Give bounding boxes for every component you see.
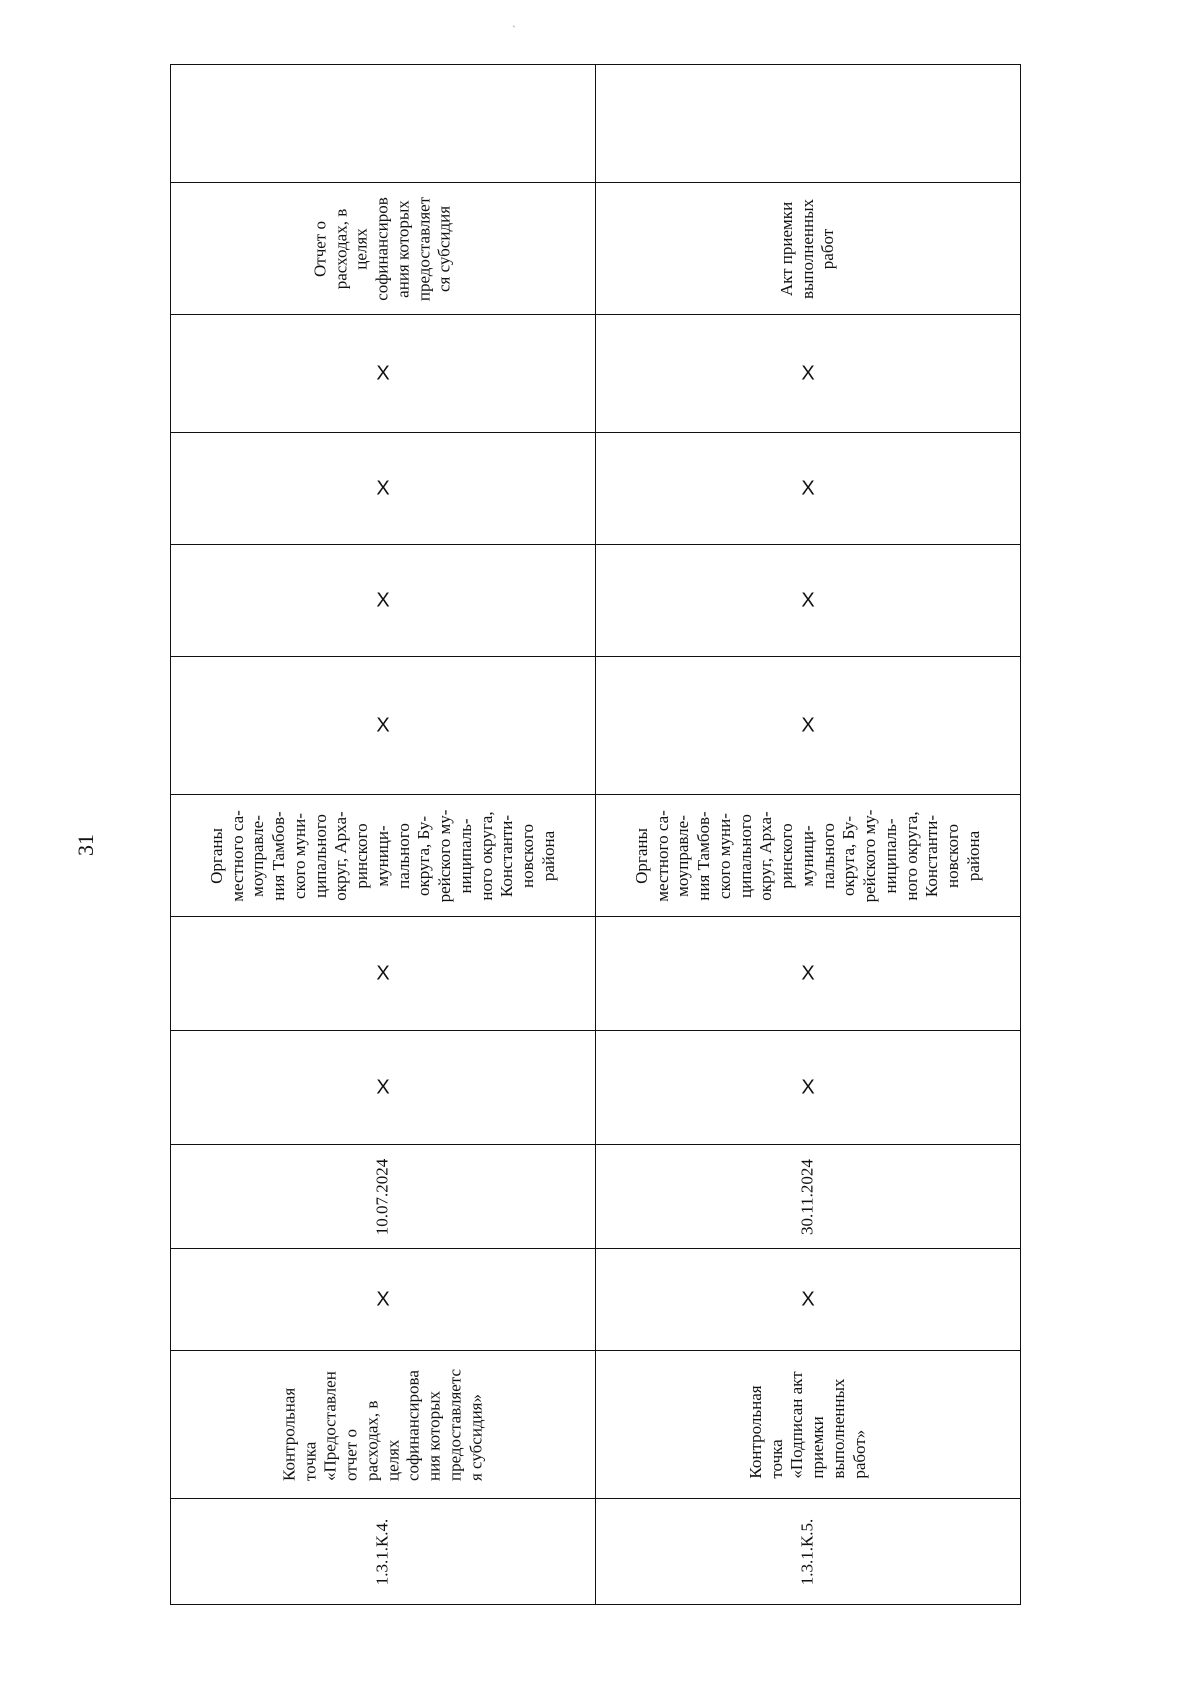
text-line: ния Тамбов- (693, 810, 713, 901)
cell-content (171, 1250, 595, 1350)
col11-cell (171, 315, 596, 433)
text-line: ниципаль- (455, 817, 475, 894)
cell-content (596, 1146, 1020, 1248)
text-line: приемки (808, 1415, 827, 1479)
x-mark: Х (376, 362, 390, 384)
text-line: ного округа, (476, 810, 496, 901)
text-line: выполненных (828, 1378, 848, 1479)
table-row (171, 1351, 1021, 1499)
x-mark: Х (801, 589, 815, 611)
col6-cell (171, 917, 596, 1031)
x-mark: Х (801, 362, 815, 384)
table-row (171, 315, 1021, 433)
cell-content (171, 546, 595, 656)
cell-content (171, 658, 595, 794)
cell-content (596, 546, 1020, 656)
cell-content (171, 316, 595, 432)
col8-cell (171, 657, 596, 795)
text-line: ния которых (424, 1390, 444, 1481)
date-cell (596, 1145, 1021, 1249)
text-line: ниципаль- (880, 817, 900, 894)
table-row (171, 1499, 1021, 1605)
x-mark: Х (376, 1076, 390, 1098)
text-line: Органы (206, 827, 226, 884)
cell-content (171, 796, 595, 916)
text-line: новского (517, 823, 537, 888)
control-points-table (170, 64, 1021, 1605)
name-text (746, 1371, 870, 1478)
text-line: целях (383, 1439, 402, 1481)
col3-cell (171, 1249, 596, 1351)
cell-content (171, 184, 595, 314)
cell-content (596, 316, 1020, 432)
table-row (171, 65, 1021, 183)
text-line: пального (393, 822, 413, 889)
text-line: целях (351, 227, 371, 270)
page-number: 31 (73, 834, 98, 856)
cell-content (171, 918, 595, 1030)
cell-content (596, 796, 1020, 916)
name-cell (171, 1351, 596, 1499)
x-mark: Х (801, 1076, 815, 1098)
responsible-text (632, 809, 984, 902)
col8-cell (596, 657, 1021, 795)
text-line: моуправле- (673, 814, 693, 897)
text-line: новского (942, 823, 962, 888)
text-line: Константи- (922, 814, 942, 897)
col13-cell (171, 65, 596, 183)
text-line: Отчет о (310, 220, 330, 277)
text-line: округа, Бу- (839, 815, 859, 896)
x-mark: Х (376, 589, 390, 611)
table-row (171, 183, 1021, 315)
text-line: Акт приемки (776, 201, 796, 296)
text-line: работ (818, 228, 838, 269)
code-text: 1.3.1.К.4. (372, 1518, 392, 1585)
x-mark: Х (801, 962, 815, 984)
text-line: отчет о (341, 1428, 361, 1481)
cell-content (596, 1032, 1020, 1144)
x-mark: Х (801, 477, 815, 499)
col6-cell (596, 917, 1021, 1031)
text-line: округа, Бу- (414, 815, 434, 896)
cell-content (171, 66, 595, 182)
date-text: 30.11.2024 (797, 1158, 817, 1235)
col10-cell (596, 433, 1021, 545)
x-mark: Х (376, 1288, 390, 1310)
text-line: точка (766, 1438, 786, 1479)
text-line: выполненных (797, 198, 817, 299)
cell-content (171, 1146, 595, 1248)
cell-content (596, 658, 1020, 794)
table-row (171, 1145, 1021, 1249)
text-line: ского муни- (289, 812, 309, 899)
text-line: округ, Арха- (331, 810, 351, 901)
code-cell (596, 1499, 1021, 1605)
col13-cell (596, 65, 1021, 183)
text-line: Контрольная (745, 1384, 765, 1479)
text-line: ринского (776, 822, 796, 889)
table-row (171, 1031, 1021, 1145)
cell-content (596, 184, 1020, 314)
text-line: софинансиров (372, 196, 392, 301)
text-line: Константи- (497, 814, 517, 897)
x-mark: Х (376, 714, 390, 736)
x-mark: Х (801, 714, 815, 736)
col5-cell (171, 1031, 596, 1145)
col9-cell (171, 545, 596, 657)
text-line: точка (300, 1441, 320, 1481)
table-row (171, 1249, 1021, 1351)
document-cell (596, 183, 1021, 315)
text-line: пального (818, 822, 838, 889)
text-line: софинансирова (403, 1369, 423, 1481)
text-line: Контрольная (279, 1387, 299, 1481)
scan-speck: ˎ (512, 14, 516, 28)
text-line: я субсидия» (465, 1393, 485, 1481)
col10-cell (171, 433, 596, 545)
cell-content (171, 1500, 595, 1604)
text-line: ципального (735, 813, 755, 898)
text-line: предоставляетс (445, 1368, 465, 1481)
text-line: Органы (631, 827, 651, 884)
name-cell (596, 1351, 1021, 1499)
text-line: ся субсидия (434, 205, 454, 292)
document-text (310, 196, 455, 300)
date-cell (171, 1145, 596, 1249)
table-row (171, 917, 1021, 1031)
text-line: ринского (351, 822, 371, 889)
name-text (279, 1368, 486, 1480)
table-row (171, 657, 1021, 795)
text-line: ского муни- (714, 812, 734, 899)
text-line: района (538, 830, 558, 881)
text-line: расходах, в (362, 1400, 382, 1481)
text-line: «Подписан акт (787, 1370, 807, 1479)
cell-content (596, 66, 1020, 182)
cell-content (171, 434, 595, 544)
col9-cell (596, 545, 1021, 657)
date-text: 10.07.2024 (372, 1158, 392, 1235)
text-line: расходах, в (331, 208, 351, 289)
text-line: ного округа, (901, 810, 921, 901)
text-line: муници- (372, 824, 392, 887)
cell-content (596, 1352, 1020, 1498)
text-line: района (963, 830, 983, 881)
code-cell (171, 1499, 596, 1605)
table-row (171, 545, 1021, 657)
cell-content (171, 1352, 595, 1498)
responsible-cell (171, 795, 596, 917)
code-text: 1.3.1.К.5. (797, 1518, 817, 1585)
col11-cell (596, 315, 1021, 433)
cell-content (171, 1032, 595, 1144)
x-mark: Х (801, 1288, 815, 1310)
x-mark: Х (376, 477, 390, 499)
col5-cell (596, 1031, 1021, 1145)
responsible-text (207, 809, 559, 902)
cell-content (596, 1500, 1020, 1604)
cell-content (596, 1250, 1020, 1350)
text-line: предоставляет (414, 196, 434, 301)
text-line: ния Тамбов- (268, 810, 288, 901)
text-line: ципального (310, 813, 330, 898)
cell-content (596, 918, 1020, 1030)
text-line: работ» (849, 1429, 869, 1479)
cell-content (596, 434, 1020, 544)
responsible-cell (596, 795, 1021, 917)
table-row (171, 795, 1021, 917)
text-line: «Предоставлен (320, 1370, 340, 1481)
text-line: округ, Арха- (756, 810, 776, 901)
text-line: муници- (797, 824, 817, 887)
text-line: ания которых (393, 199, 413, 298)
text-line: рейского му- (434, 809, 454, 902)
x-mark: Х (376, 962, 390, 984)
text-line: местного са- (652, 809, 672, 902)
document-cell (171, 183, 596, 315)
table-row (171, 433, 1021, 545)
text-line: моуправле- (248, 814, 268, 897)
text-line: местного са- (227, 809, 247, 902)
col3-cell (596, 1249, 1021, 1351)
text-line: рейского му- (859, 809, 879, 902)
document-text (777, 198, 839, 298)
